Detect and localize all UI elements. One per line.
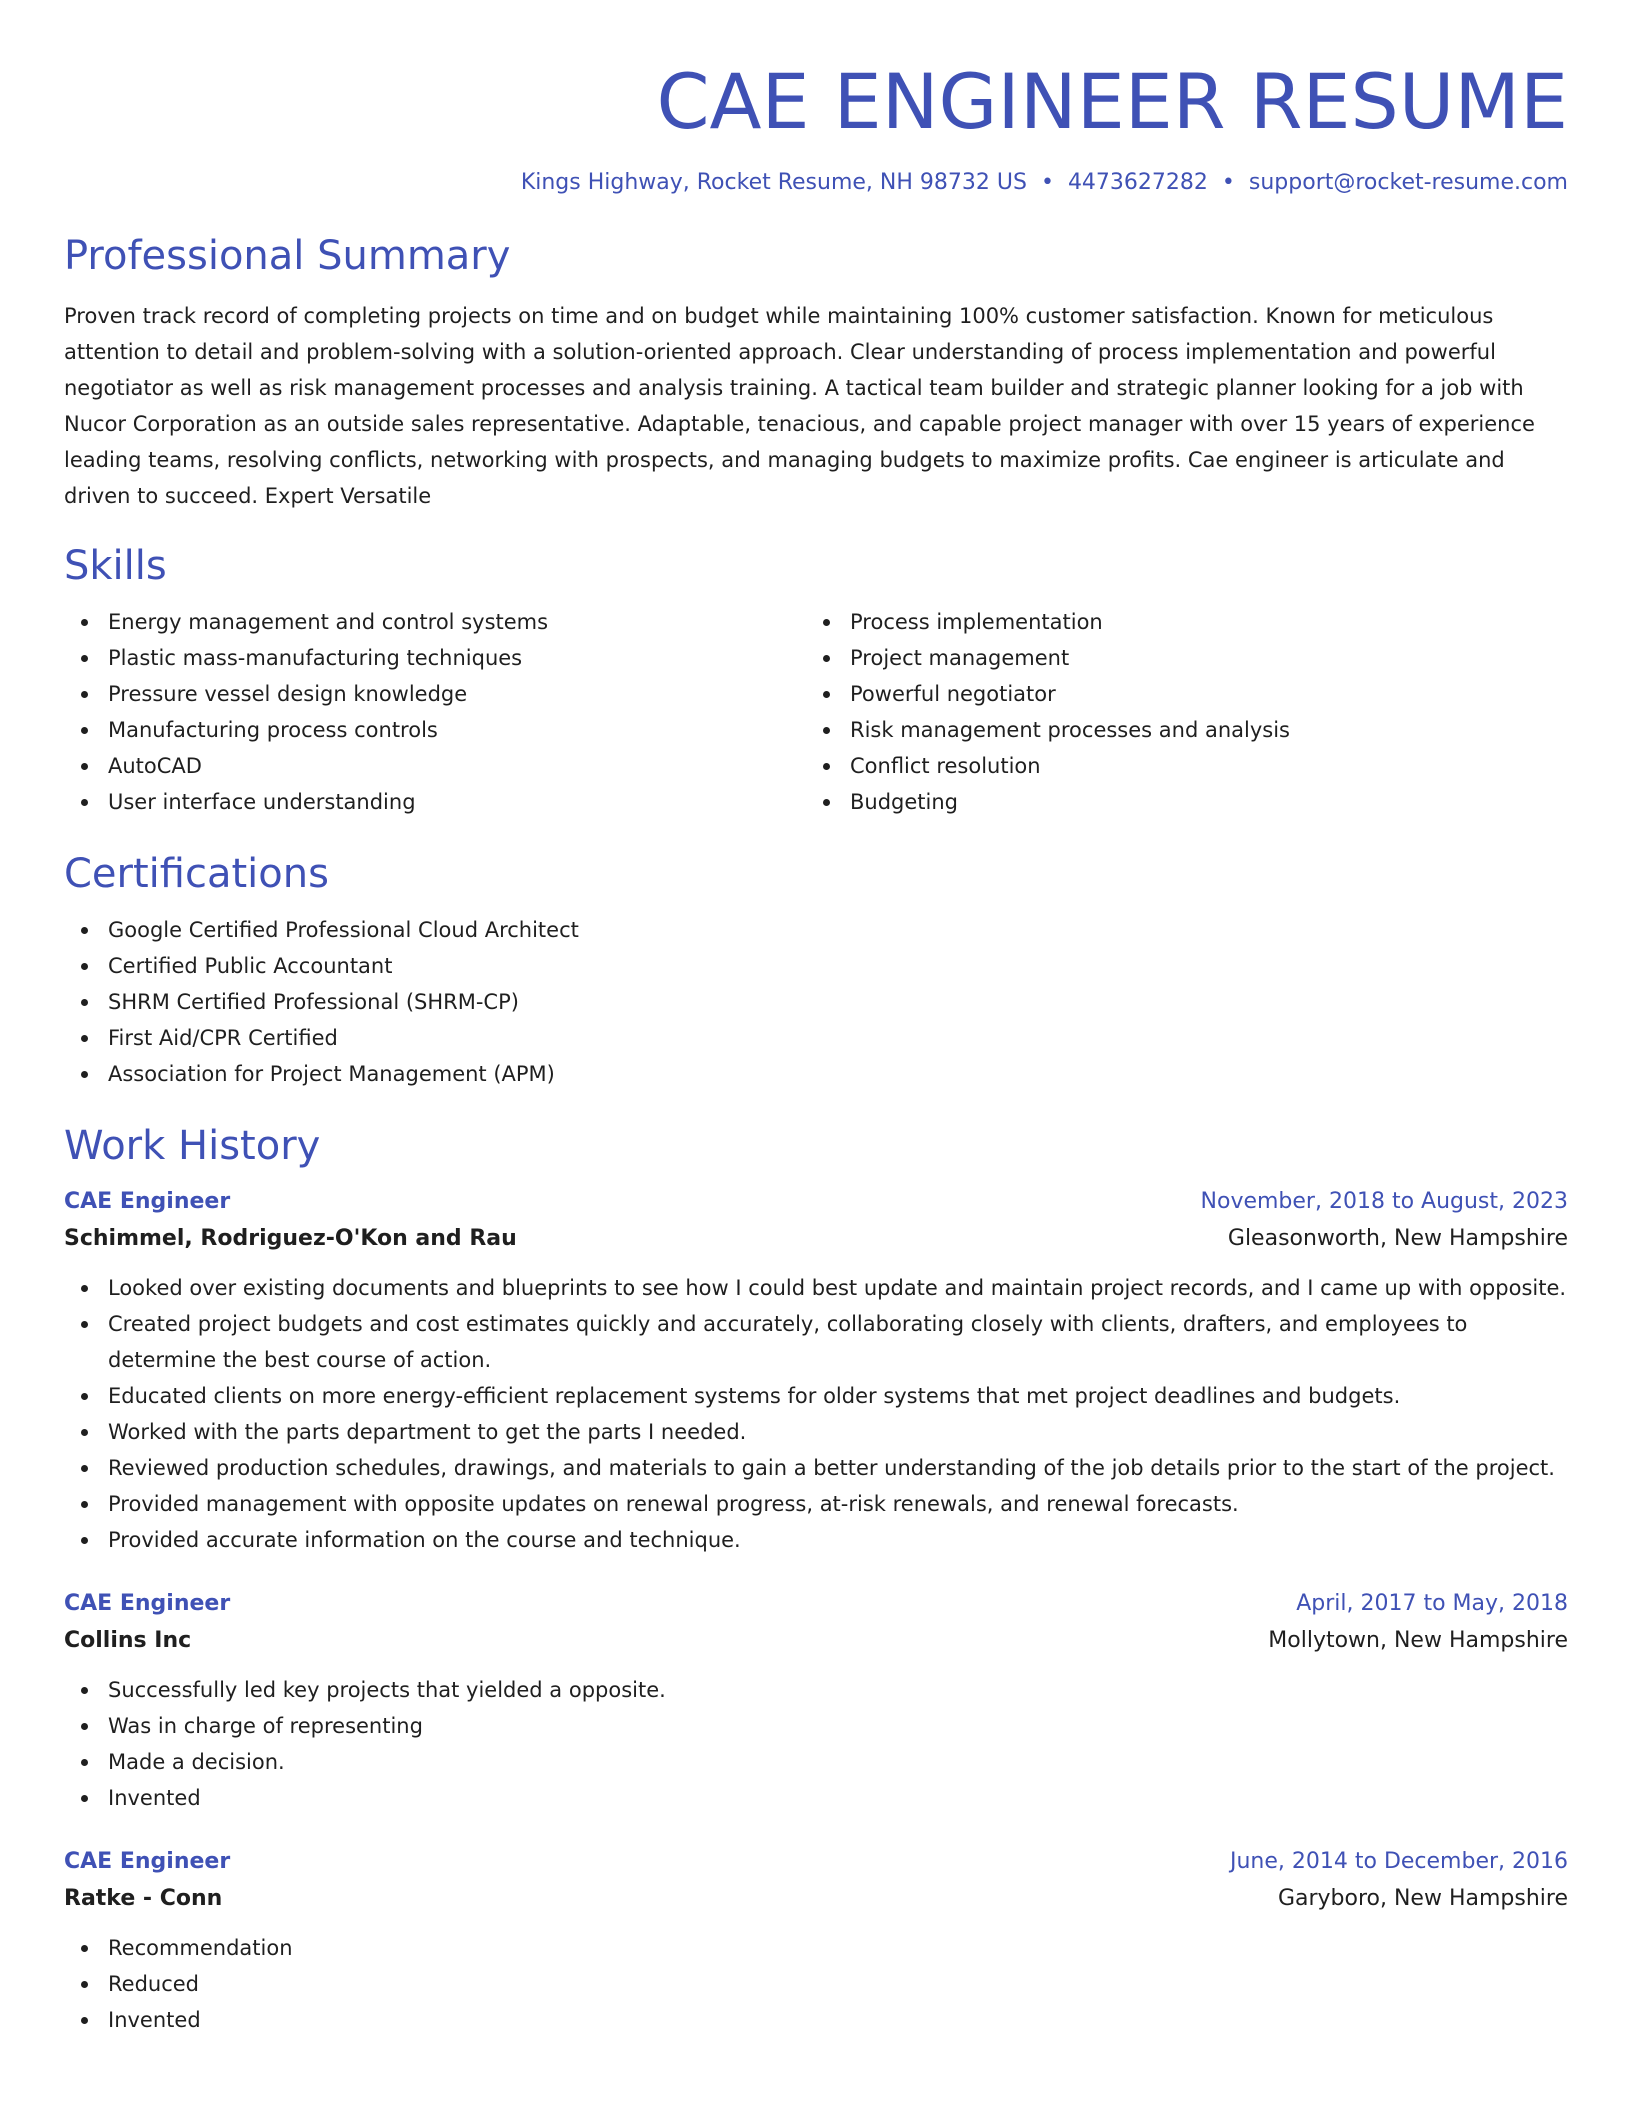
job-company: Ratke - Conn xyxy=(64,1886,223,1911)
certification-item: First Aid/CPR Certified xyxy=(64,1020,1568,1056)
certification-item: Google Certified Professional Cloud Architect xyxy=(64,912,1568,948)
section-title-summary: Professional Summary xyxy=(64,233,511,279)
skill-item: Risk management processes and analysis xyxy=(806,712,1548,748)
contact-address: Kings Highway, Rocket Resume, NH 98732 US xyxy=(520,170,1027,195)
skill-item: AutoCAD xyxy=(64,748,806,784)
job-dates: November, 2018 to August, 2023 xyxy=(1200,1189,1568,1214)
skill-item: Plastic mass-manufacturing techniques xyxy=(64,640,806,676)
job-title: CAE Engineer xyxy=(64,1849,231,1874)
job-bullet: Worked with the parts department to get the parts I needed. xyxy=(64,1414,1568,1450)
job-title-row xyxy=(64,1184,1568,1220)
job-bullet: Provided accurate information on the course and technique. xyxy=(64,1522,1568,1558)
job-bullet-list xyxy=(64,1930,1568,2038)
job-company-row xyxy=(64,1880,1568,1918)
job-location: Garyboro, New Hampshire xyxy=(1277,1886,1568,1911)
job-bullet: Made a decision. xyxy=(64,1744,1568,1780)
job-title-row xyxy=(64,1844,1568,1880)
job-bullet: Was in charge of representing xyxy=(64,1708,1568,1744)
job-bullet: Invented xyxy=(64,1780,1568,1816)
summary-text: Proven track record of completing projects on time and on budget while maintaining 100% customer satisfaction. Known for meticulous attention to detail and problem-solving with a solution-oriented approach. Clear understanding of process implementation and powerful negotiator as well as risk management processes and analysis training. A tactical team builder and strategic planner looking for a job with Nucor Corporation as an outside sales representative. Adaptable, tenacious, and capable project manager with over 15 years of experience leading teams, resolving conflicts, networking with prospects, and managing budgets to maximize profits. Cae engineer is articulate and driven to succeed. Expert Versatile xyxy=(64,304,1535,508)
section-title-skills: Skills xyxy=(64,543,167,589)
job-bullet: Recommendation xyxy=(64,1930,1568,1966)
job-title: CAE Engineer xyxy=(64,1189,231,1214)
job-bullet: Created project budgets and cost estimates quickly and accurately, collaborating closely with clients, drafters, and employees to determine the best course of action. xyxy=(64,1306,1568,1378)
job-entry xyxy=(64,1586,1568,1816)
job-bullet-list xyxy=(64,1270,1568,1558)
job-bullet-list xyxy=(64,1672,1568,1816)
job-entry xyxy=(64,1184,1568,1558)
skill-item: User interface understanding xyxy=(64,784,806,820)
resume-header xyxy=(64,0,1568,198)
certification-item: Association for Project Management (APM) xyxy=(64,1056,1568,1092)
work-history-section xyxy=(64,1122,1568,2038)
job-company: Schimmel, Rodriguez-O'Kon and Rau xyxy=(64,1226,517,1251)
contact-separator: • xyxy=(1040,170,1054,195)
contact-line xyxy=(64,168,1568,198)
professional-summary-section xyxy=(64,232,1568,514)
skill-item: Pressure vessel design knowledge xyxy=(64,676,806,712)
contact-email[interactable]: support@rocket-resume.com xyxy=(1248,170,1568,195)
certifications-list xyxy=(64,912,1568,1092)
job-bullet: Reviewed production schedules, drawings, and materials to gain a better understanding of the job details prior to the start of the project. xyxy=(64,1450,1568,1486)
job-bullet: Invented xyxy=(64,2002,1568,2038)
skill-item: Manufacturing process controls xyxy=(64,712,806,748)
certification-item: Certified Public Accountant xyxy=(64,948,1568,984)
job-dates: April, 2017 to May, 2018 xyxy=(1296,1591,1568,1616)
job-title: CAE Engineer xyxy=(64,1591,231,1616)
job-company: Collins Inc xyxy=(64,1628,192,1653)
job-dates: June, 2014 to December, 2016 xyxy=(1229,1849,1568,1874)
contact-phone[interactable]: 4473627282 xyxy=(1067,170,1208,195)
skill-item: Energy management and control systems xyxy=(64,604,806,640)
resume-title: CAE ENGINEER RESUME xyxy=(656,57,1568,146)
job-company-row xyxy=(64,1622,1568,1660)
skills-section xyxy=(64,542,1568,820)
job-title-row xyxy=(64,1586,1568,1622)
section-title-certifications: Certifications xyxy=(64,851,329,897)
skill-item: Project management xyxy=(806,640,1548,676)
certification-item: SHRM Certified Professional (SHRM-CP) xyxy=(64,984,1568,1020)
job-location: Gleasonworth, New Hampshire xyxy=(1227,1226,1568,1251)
job-entry xyxy=(64,1844,1568,2038)
skill-item: Conflict resolution xyxy=(806,748,1548,784)
job-bullet: Reduced xyxy=(64,1966,1568,2002)
skills-list-left xyxy=(64,604,806,820)
skill-item: Powerful negotiator xyxy=(806,676,1548,712)
job-bullet: Looked over existing documents and blueprints to see how I could best update and maintain project records, and I came up with opposite. xyxy=(64,1270,1568,1306)
job-bullet: Successfully led key projects that yielded a opposite. xyxy=(64,1672,1568,1708)
certifications-section xyxy=(64,850,1568,1092)
skills-grid xyxy=(64,604,1568,820)
job-bullet: Provided management with opposite updates on renewal progress, at-risk renewals, and renewal forecasts. xyxy=(64,1486,1568,1522)
contact-separator: • xyxy=(1221,170,1235,195)
job-bullet: Educated clients on more energy-efficient replacement systems for older systems that met project deadlines and budgets. xyxy=(64,1378,1568,1414)
skills-list-right xyxy=(806,604,1548,820)
skill-item: Budgeting xyxy=(806,784,1548,820)
job-company-row xyxy=(64,1220,1568,1258)
job-location: Mollytown, New Hampshire xyxy=(1268,1628,1568,1653)
section-title-work-history: Work History xyxy=(64,1123,321,1169)
skill-item: Process implementation xyxy=(806,604,1548,640)
